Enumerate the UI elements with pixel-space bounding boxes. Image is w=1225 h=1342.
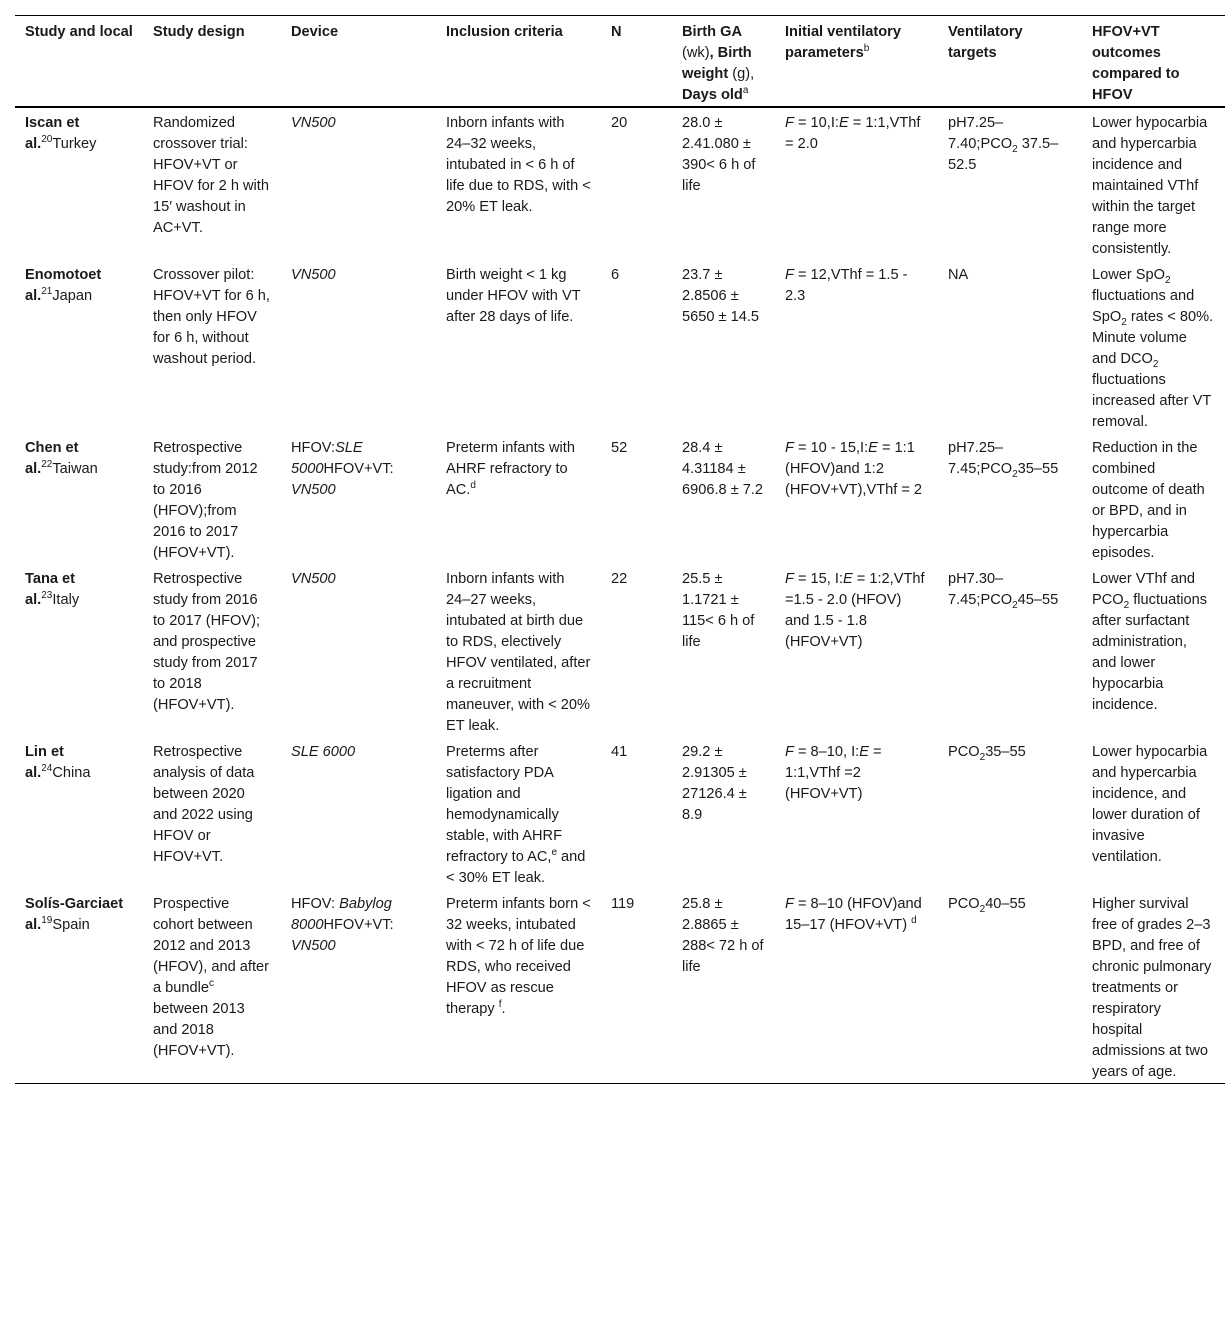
birth-cell: 29.2 ± 2.91305 ± 27126.4 ± 8.9 <box>682 744 747 823</box>
device-cell: HFOV: Babylog 8000HFOV+VT: VN500 <box>291 896 394 954</box>
params-cell: F = 10,I:E = 1:1,VThf = 2.0 <box>785 115 921 152</box>
table-header <box>15 16 1225 108</box>
inclusion-cell: Inborn infants with 24–32 weeks, intubated in < 6 h of life due to RDS, with < 20% ET leak. <box>446 115 591 215</box>
device-cell: HFOV:SLE 5000HFOV+VT: VN500 <box>291 440 394 498</box>
outcome-cell: Lower VThf and $PCO_2$ fluctuations after surfactant administration, and lower hypocarbia incidence. <box>1092 571 1208 713</box>
study-cell: Tana et al.$^{23}$Italy <box>25 571 80 608</box>
params-cell: F = 8–10, I:E = 1:1,VThf =2 (HFOV+VT) <box>785 744 882 802</box>
design-cell: Randomized crossover trial: HFOV+VT or HFOV for 2 h with 15′ washout in AC+VT. <box>153 115 269 236</box>
params-cell: F = 12,VThf = 1.5 - 2.3 <box>785 267 908 304</box>
outcome-cell: Higher survival free of grades 2–3 BPD, and free of chronic pulmonary treatments or respiratory hospital admissions at two years of age. <box>1092 896 1212 1080</box>
header-targets: Ventilatory targets <box>948 24 1023 61</box>
targets-cell: $pH7.25-7.45;PCO_235-55$ <box>948 440 1059 480</box>
design-cell: Retrospective study:from 2012 to 2016 (HFOV);from 2016 to 2017 (HFOV+VT). <box>153 440 258 561</box>
targets-cell: NA <box>948 267 969 283</box>
device-cell: SLE 6000 <box>291 744 356 760</box>
header-initial-params: Initial ventilatory parameters$^b$ <box>785 24 901 61</box>
study-table <box>15 15 1225 1084</box>
n-cell: 22 <box>611 571 628 587</box>
n-cell: 41 <box>611 744 628 760</box>
n-cell: 6 <box>611 267 620 283</box>
device-cell: VN500 <box>291 267 336 283</box>
table-body <box>15 107 1225 1084</box>
targets-cell: $PCO_235-55$ <box>948 744 1026 763</box>
table-row <box>15 737 1225 889</box>
birth-cell: 28.0 ± 2.41.080 ± 390< 6 h of life <box>682 115 756 194</box>
table-row <box>15 564 1225 737</box>
params-cell: F = 15, I:E = 1:2,VThf =1.5 - 2.0 (HFOV) and 1.5 - 1.8 (HFOV+VT) <box>785 571 925 650</box>
birth-cell: 28.4 ± 4.31184 ± 6906.8 ± 7.2 <box>682 440 764 498</box>
device-cell: VN500 <box>291 115 336 131</box>
study-cell: Solís-Garciaet al.$^{19}$Spain <box>25 896 124 933</box>
params-cell: F = 8–10 (HFOV)and 15–17 (HFOV+VT) $^d$ <box>785 896 922 933</box>
targets-cell: $pH7.30-7.45;PCO_245-55$ <box>948 571 1059 611</box>
table-row <box>15 889 1225 1084</box>
table-row <box>15 433 1225 564</box>
n-cell: 20 <box>611 115 628 131</box>
targets-cell: $pH7.25-7.40;PCO_2$ 37.5–52.5 <box>948 115 1059 173</box>
study-cell: Chen et al.$^{22}$Taiwan <box>25 440 98 477</box>
table-row <box>15 260 1225 433</box>
header-inclusion: Inclusion criteria <box>446 24 563 40</box>
inclusion-cell: Preterm infants born < 32 weeks, intubated with < 72 h of life due RDS, who received HFOV as rescue therapy $^f$. <box>446 896 591 1017</box>
n-cell: 52 <box>611 440 628 456</box>
study-cell: Lin et al.$^{24}$China <box>25 744 91 781</box>
header-study: Study and local <box>25 24 133 40</box>
n-cell: 119 <box>611 896 635 912</box>
birth-cell: 23.7 ± 2.8506 ± 5650 ± 14.5 <box>682 267 759 325</box>
birth-cell: 25.8 ± 2.8865 ± 288< 72 h of life <box>682 896 764 975</box>
params-cell: F = 10 - 15,I:E = 1:1 (HFOV)and 1:2 (HFOV+VT),VThf = 2 <box>785 440 923 498</box>
birth-cell: 25.5 ± 1.1721 ± 115< 6 h of life <box>682 571 755 650</box>
header-outcomes: HFOV+VT outcomes compared to HFOV <box>1092 24 1180 103</box>
design-cell: Retrospective study from 2016 to 2017 (HFOV); and prospective study from 2017 to 2018 (HFOV+VT). <box>153 571 261 713</box>
design-cell: Crossover pilot: HFOV+VT for 6 h, then only HFOV for 6 h, without washout period. <box>153 267 270 367</box>
study-cell: Iscan et al.$^{20}$Turkey <box>25 115 97 152</box>
header-n: N <box>611 24 622 40</box>
header-row <box>15 16 1225 108</box>
table-row <box>15 107 1225 260</box>
design-cell: Retrospective analysis of data between 2020 and 2022 using HFOV or HFOV+VT. <box>153 744 255 865</box>
outcome-cell: Lower SpO$_2$ fluctuations and SpO$_2$ rates < 80%. Minute volume and $DCO_2$ fluctuations increased after VT removal. <box>1092 267 1214 430</box>
design-cell: Prospective cohort between 2012 and 2013 (HFOV), and after a bundle$^c$ between 2013 and 2018 (HFOV+VT). <box>153 896 269 1059</box>
targets-cell: $PCO_240-55$ <box>948 896 1026 915</box>
inclusion-cell: Preterms after satisfactory PDA ligation and hemodynamically stable, with AHRF refractory to AC,$^e$ and < 30% ET leak. <box>446 744 586 886</box>
outcome-cell: Reduction in the combined outcome of death or BPD, and in hypercarbia episodes. <box>1092 440 1205 561</box>
header-birth: Birth GA (wk), Birth weight (g), Days old$^a$ <box>682 24 755 103</box>
inclusion-cell: Preterm infants with AHRF refractory to AC.$^d$ <box>446 440 575 498</box>
header-device: Device <box>291 24 339 40</box>
outcome-cell: Lower hypocarbia and hypercarbia incidence, and lower duration of invasive ventilation. <box>1092 744 1208 865</box>
study-cell: Enomotoet al.$^{21}$Japan <box>25 267 102 304</box>
header-design: Study design <box>153 24 245 40</box>
outcome-cell: Lower hypocarbia and hypercarbia incidence and maintained VThf within the target range more consistently. <box>1092 115 1208 257</box>
device-cell: VN500 <box>291 571 336 587</box>
inclusion-cell: Inborn infants with 24–27 weeks, intubated at birth due to RDS, electively HFOV ventilated, after a recruitment maneuver, with < 20% ET leak. <box>446 571 591 734</box>
inclusion-cell: Birth weight < 1 kg under HFOV with VT after 28 days of life. <box>446 267 581 325</box>
